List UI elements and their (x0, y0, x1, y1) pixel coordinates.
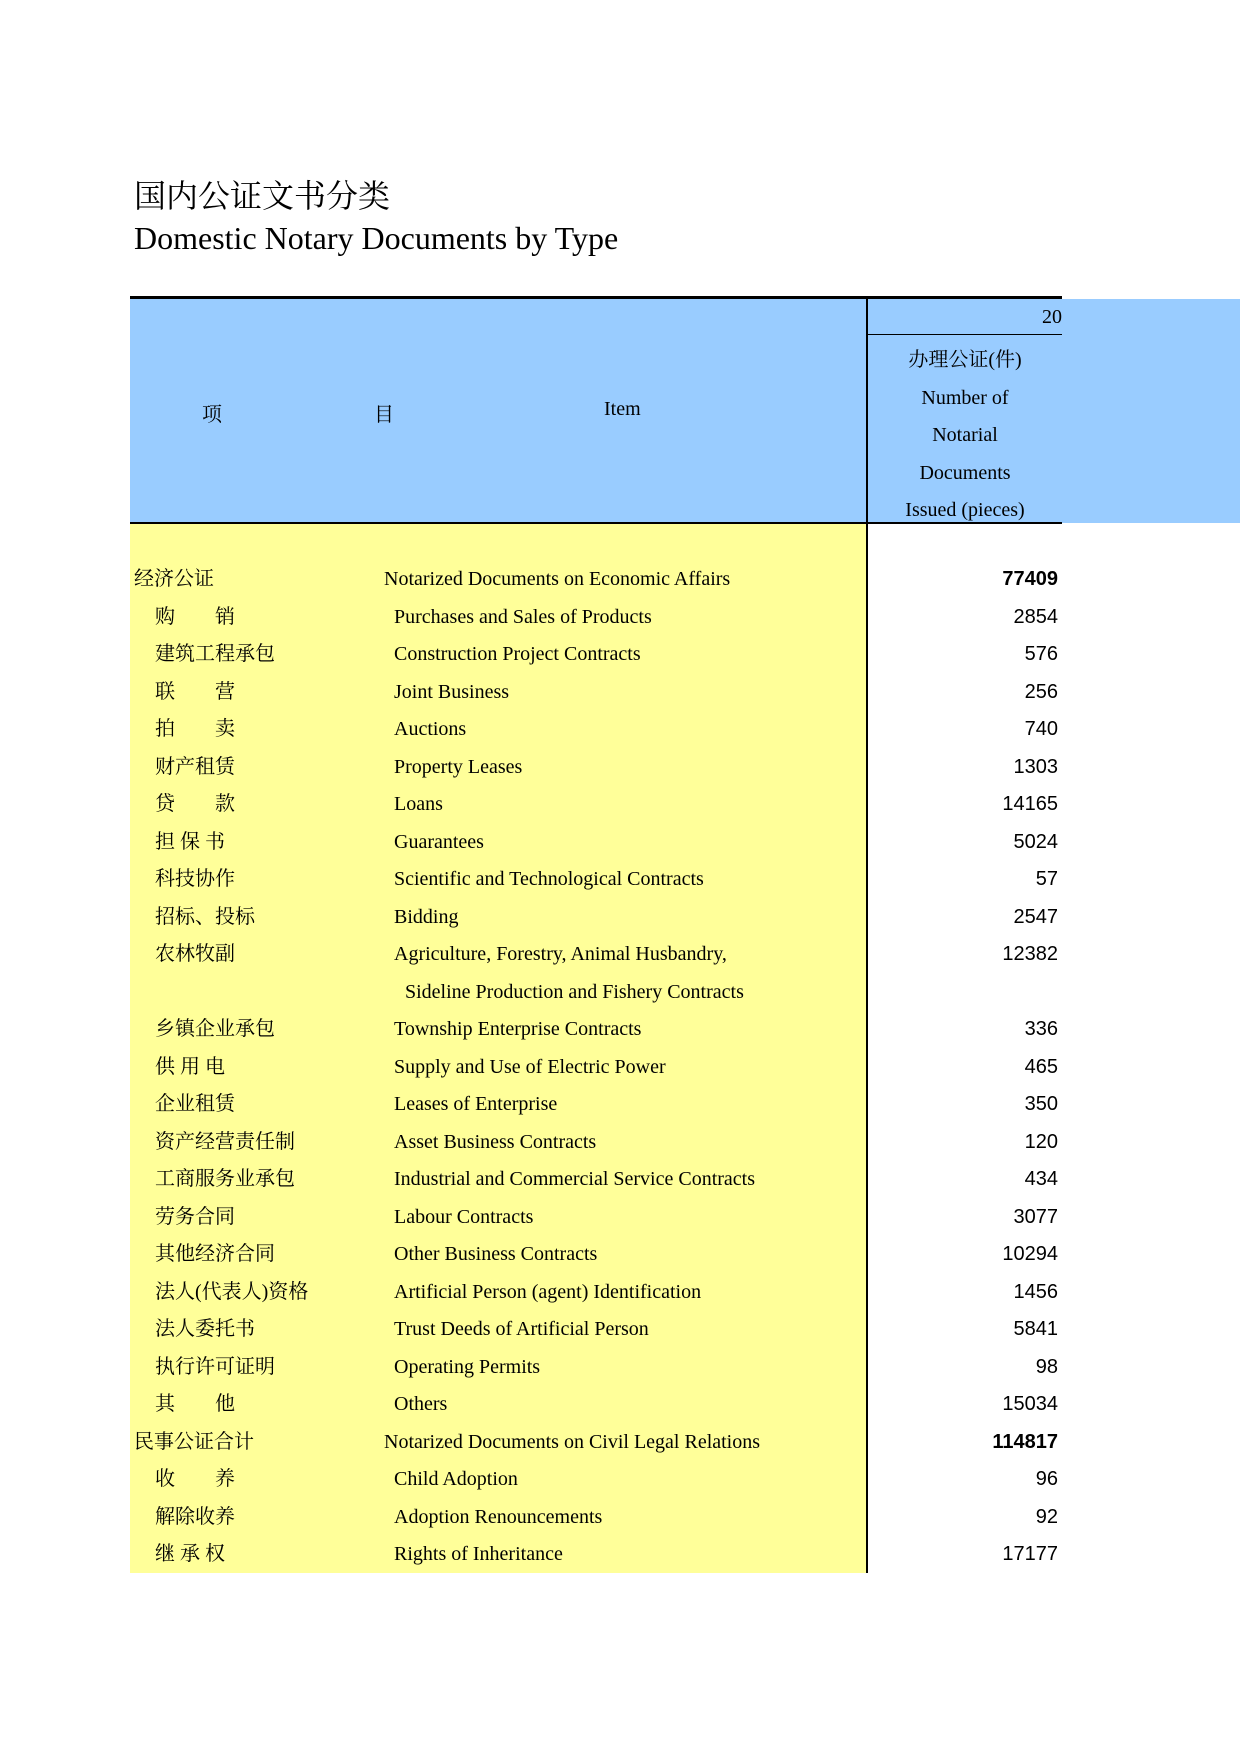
table-row (130, 1424, 1062, 1462)
margin-strip (1062, 524, 1240, 1754)
header-count-en-line4: Issued (pieces) (905, 499, 1025, 522)
row-value: 2854 (1013, 605, 1058, 628)
row-label-en: Scientific and Technological Contracts (394, 868, 704, 890)
row-label-en: Supply and Use of Electric Power (394, 1055, 666, 1078)
row-label-en: Artificial Person (agent) Identification (394, 1280, 702, 1303)
row-label-en: Auctions (394, 718, 467, 740)
row-value: 15034 (1002, 1393, 1058, 1415)
row-value: 5024 (1013, 830, 1058, 853)
row-value: 1303 (1013, 755, 1058, 778)
row-label-zh: 劳务合同 (155, 1205, 235, 1228)
row-label-zh: 供 用 电 (155, 1055, 225, 1078)
row-label-en: Guarantees (394, 830, 484, 853)
row-label-en: Others (394, 1393, 448, 1415)
row-label-en: Township Enterprise Contracts (394, 1018, 642, 1040)
table-row (130, 1274, 1062, 1312)
table-row (130, 1049, 1062, 1087)
row-value: 92 (1035, 1505, 1058, 1528)
row-label-zh: 企业租赁 (155, 1093, 235, 1115)
row-value: 120 (1024, 1130, 1058, 1153)
row-label-zh: 联 营 (155, 680, 235, 703)
row-label-zh: 农林牧副 (155, 943, 235, 965)
table-row (130, 1386, 1062, 1424)
row-value: 434 (1024, 1168, 1058, 1190)
row-label-en: Loans (394, 793, 443, 815)
row-label-zh: 工商服务业承包 (155, 1168, 295, 1190)
row-value: 17177 (1002, 1543, 1058, 1565)
table-row (130, 711, 1062, 749)
row-label-zh: 其他经济合同 (155, 1243, 275, 1265)
row-value: 740 (1024, 718, 1058, 740)
row-label-en: Agriculture, Forestry, Animal Husbandry, (394, 943, 727, 965)
table-row (130, 861, 1062, 899)
row-label-zh: 购 销 (155, 605, 235, 628)
row-value: 57 (1035, 868, 1058, 890)
row-label-en: Notarized Documents on Economic Affairs (384, 568, 731, 590)
year-underline (868, 334, 1062, 335)
table-row (130, 1311, 1062, 1349)
header-item-en: Item (604, 398, 641, 420)
row-label-zh: 其 他 (155, 1393, 235, 1415)
table-row (130, 674, 1062, 712)
row-label-en: Labour Contracts (394, 1205, 534, 1228)
header-count-en-line1: Number of (921, 386, 1009, 409)
row-value: 12382 (1002, 943, 1058, 965)
row-label-en: Trust Deeds of Artificial Person (394, 1318, 649, 1340)
row-label-zh: 拍 卖 (155, 718, 235, 740)
row-label-zh: 科技协作 (155, 868, 235, 890)
header-item-zh: 项 目 (202, 404, 460, 426)
row-label-zh: 继 承 权 (155, 1543, 225, 1565)
row-label-en: Sideline Production and Fishery Contracts (405, 980, 744, 1003)
row-label-zh: 执行许可证明 (155, 1355, 275, 1378)
table-row (130, 1349, 1062, 1387)
header-count-en-line3: Documents (919, 461, 1011, 484)
row-label-zh: 担 保 书 (155, 830, 225, 853)
table-row (130, 1161, 1062, 1199)
row-value: 350 (1024, 1093, 1058, 1115)
row-value: 77409 (1002, 568, 1058, 590)
row-label-en: Property Leases (394, 755, 523, 778)
row-label-en: Bidding (394, 905, 459, 928)
row-value: 1456 (1013, 1280, 1058, 1303)
row-label-en: Asset Business Contracts (394, 1130, 597, 1153)
row-value: 96 (1035, 1468, 1058, 1490)
row-label-en: Purchases and Sales of Products (394, 605, 652, 628)
row-label-zh: 解除收养 (155, 1505, 235, 1528)
row-value: 10294 (1002, 1243, 1058, 1265)
row-value: 2547 (1013, 905, 1058, 928)
row-label-en: Other Business Contracts (394, 1243, 598, 1265)
row-label-zh: 民事公证合计 (134, 1430, 254, 1453)
table-row (130, 1124, 1062, 1162)
row-value: 98 (1035, 1355, 1058, 1378)
row-value: 465 (1024, 1055, 1058, 1078)
row-label-zh: 贷 款 (155, 793, 235, 815)
row-label-en: Industrial and Commercial Service Contracts (394, 1168, 756, 1190)
row-label-zh: 招标、投标 (155, 905, 255, 928)
table-row (130, 599, 1062, 637)
table-row (130, 1461, 1062, 1499)
row-value: 114817 (992, 1430, 1058, 1453)
row-value: 14165 (1002, 793, 1058, 815)
table-row (130, 1536, 1062, 1574)
table-row (130, 1199, 1062, 1237)
row-label-en: Operating Permits (394, 1355, 541, 1378)
table-row (130, 636, 1062, 674)
table-row (130, 786, 1062, 824)
table-row (130, 1011, 1062, 1049)
row-value: 5841 (1013, 1318, 1058, 1340)
header-year: 20 (1042, 306, 1062, 328)
page-title-zh: 国内公证文书分类 (134, 178, 391, 214)
row-value: 336 (1024, 1018, 1058, 1040)
header-count-en-line2: Notarial (932, 424, 998, 447)
header-count-column (868, 342, 1062, 530)
row-value: 256 (1024, 680, 1058, 703)
row-label-zh: 法人(代表人)资格 (155, 1280, 309, 1303)
row-label-en: Child Adoption (394, 1468, 518, 1490)
page-title-en: Domestic Notary Documents by Type (134, 220, 619, 256)
row-value: 576 (1024, 643, 1058, 665)
table-row (130, 1499, 1062, 1537)
row-label-zh: 收 养 (155, 1468, 235, 1490)
row-label-en: Notarized Documents on Civil Legal Relations (384, 1430, 761, 1453)
table-row (130, 899, 1062, 937)
row-label-en: Construction Project Contracts (394, 643, 641, 665)
table-row (130, 936, 1062, 974)
header-count-zh: 办理公证(件) (908, 349, 1022, 371)
table-row (130, 561, 1062, 599)
row-label-en: Joint Business (394, 680, 510, 703)
table-row (130, 824, 1062, 862)
row-label-zh: 建筑工程承包 (155, 643, 275, 665)
row-value: 3077 (1013, 1205, 1058, 1228)
row-label-zh: 乡镇企业承包 (155, 1018, 275, 1040)
row-label-zh: 财产租赁 (155, 755, 235, 778)
table-row (130, 974, 1062, 1012)
table-row (130, 1236, 1062, 1274)
table-row (130, 1086, 1062, 1124)
row-label-en: Leases of Enterprise (394, 1093, 558, 1115)
row-label-en: Rights of Inheritance (394, 1543, 563, 1565)
table-row (130, 749, 1062, 787)
row-label-zh: 法人委托书 (155, 1318, 255, 1340)
row-label-zh: 资产经营责任制 (155, 1130, 295, 1153)
row-label-zh: 经济公证 (134, 568, 214, 590)
row-label-en: Adoption Renouncements (394, 1505, 603, 1528)
